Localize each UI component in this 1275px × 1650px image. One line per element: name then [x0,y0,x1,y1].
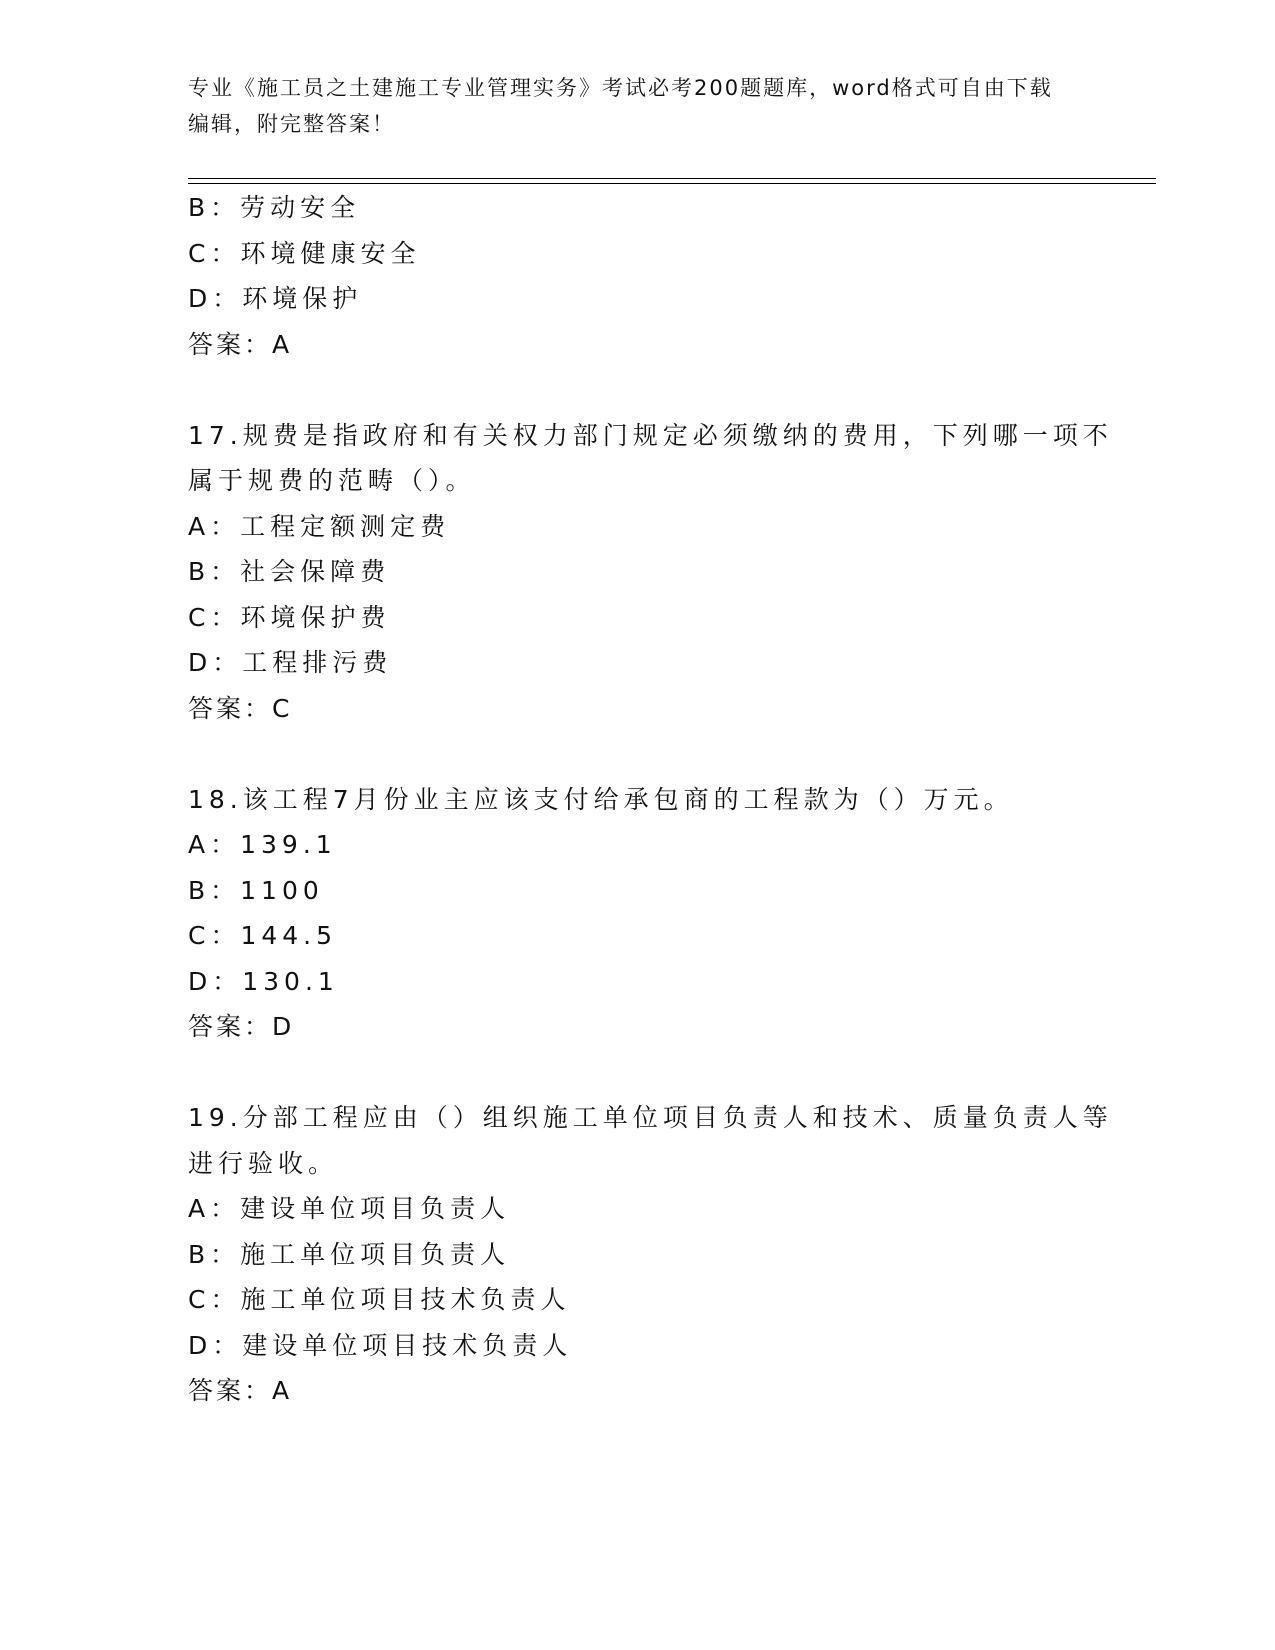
answer: 答案：A [188,1376,293,1405]
header-title: 专业《施工员之土建施工专业管理实务》考试必考200题题库，word格式可自由下载编辑，附完整答案！ [188,76,1053,136]
document-header [188,70,1068,142]
option-b: B：劳动安全 [188,193,361,222]
document-body [188,185,1113,1414]
answer: 答案：D [188,1012,295,1041]
question-stem-line: 进行验收。 [188,1148,339,1178]
option-b: B：1100 [188,875,324,905]
answer: 答案：C [188,693,293,723]
option-d: D：130.1 [188,966,339,996]
answer: 答案：A [188,329,293,359]
option-b: B：社会保障费 [188,557,391,586]
question-18 [188,777,1088,1050]
option-d: D：建设单位项目技术负责人 [188,1330,573,1360]
header-rule-top [188,178,1156,179]
question-stem-line: 19.分部工程应由（）组织施工单位项目负责人和技术、质量负责人等 [188,1103,1113,1132]
question-17 [188,413,1113,732]
option-a: A：工程定额测定费 [188,511,451,541]
option-a: A：建设单位项目负责人 [188,1194,511,1223]
header-rule-bottom [188,183,1156,184]
option-d: D：环境保护 [188,284,363,313]
question-16-continuation [188,185,1088,367]
option-c: C：施工单位项目技术负责人 [188,1285,571,1314]
question-stem-line: 属于规费的范畴（）。 [188,466,476,495]
question-19 [188,1095,1113,1414]
question-stem-line: 17.规费是指政府和有关权力部门规定必须缴纳的费用，下列哪一项不 [188,420,1113,450]
option-c: C：环境健康安全 [188,238,421,268]
option-c: C：144.5 [188,921,338,950]
option-b: B：施工单位项目负责人 [188,1239,511,1269]
option-a: A：139.1 [188,830,337,859]
option-c: C：环境保护费 [188,602,391,632]
option-d: D：工程排污费 [188,648,393,677]
question-stem-line: 18.该工程7月份业主应该支付给承包商的工程款为（）万元。 [188,784,1014,814]
